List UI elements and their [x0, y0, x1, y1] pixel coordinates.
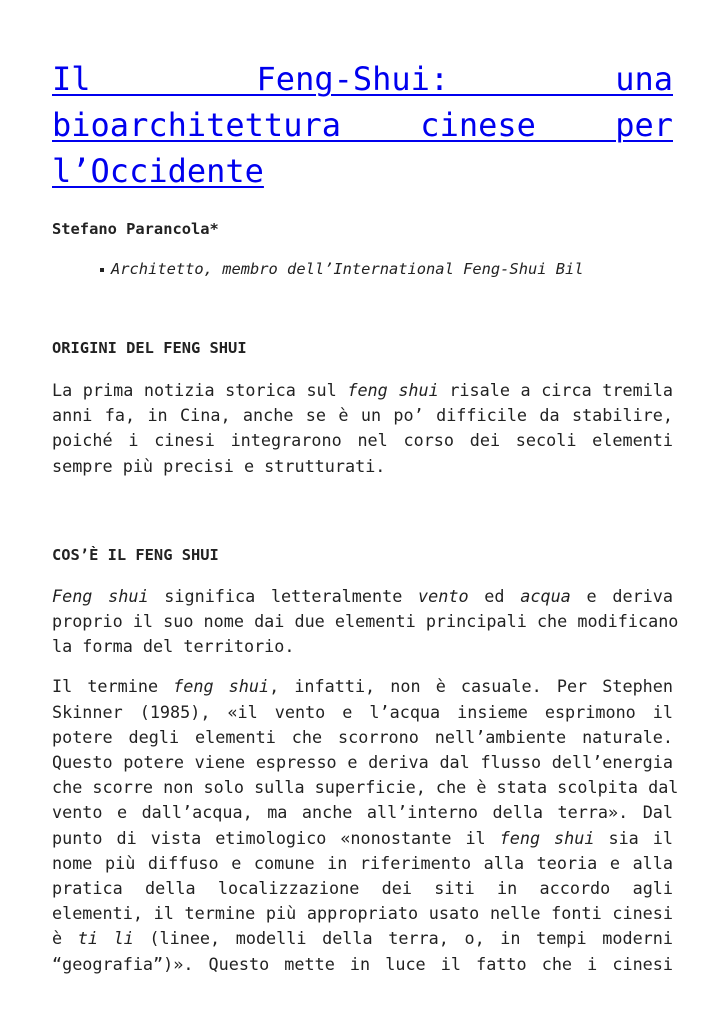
article	[52, 56, 679, 977]
section-heading-origins: ORIGINI DEL FENG SHUI	[52, 339, 247, 357]
text-line: punto di vista etimologico «nonostante il feng shui sia il	[52, 827, 673, 848]
italic-term: ti li	[77, 928, 134, 949]
text-line: poiché i cinesi integrarono nel corso dei secoli elementi	[52, 430, 673, 451]
article-title	[52, 56, 673, 194]
italic-term: acqua	[520, 585, 571, 606]
text-line: nome più diffuso e comune in riferimento alla teoria e alla	[52, 852, 673, 873]
italic-term: Feng shui	[52, 585, 149, 606]
italic-term: feng shui	[347, 380, 439, 400]
paragraph-meaning	[52, 584, 679, 660]
text-line: Feng shui significa letteralmente vento ed acqua e deriva	[52, 585, 673, 606]
affiliation-list	[52, 258, 673, 280]
author-name: Stefano Parancola*	[52, 220, 219, 238]
text-line: anni fa, in Cina, anche se è un po’ difficile da stabilire,	[52, 405, 673, 426]
text-line: è ti li (linee, modelli della terra, o, in tempi moderni	[52, 928, 673, 949]
text-line: vento e dall’acqua, ma anche all’interno della terra». Dal	[52, 802, 673, 823]
text-line: pratica della localizzazione dei siti in accordo agli	[52, 878, 673, 899]
text-line: Questo potere viene espresso e deriva dal flusso dell’energia	[52, 752, 673, 773]
italic-term: feng shui	[173, 676, 270, 697]
paragraph-origins	[52, 378, 673, 479]
text-line: sempre più precisi e strutturati.	[52, 455, 386, 476]
italic-term: vento	[418, 585, 469, 606]
italic-term: feng shui	[499, 827, 595, 848]
affiliation-text: Architetto, membro dell’International Feng-Shui Bil	[111, 260, 584, 278]
text-line: proprio il suo nome dai due elementi principali che modificano	[52, 611, 679, 632]
text-line: elementi, il termine più appropriato usato nelle fonti cinesi	[52, 903, 673, 924]
bullet-icon	[100, 268, 104, 272]
article-title-link[interactable]: Il Feng-Shui: una bioarchitettura cinese per l’Occidente	[52, 60, 673, 190]
text-line: Skinner (1985), «il vento e l’acqua insieme esprimono il	[52, 701, 673, 722]
text-line: Il termine feng shui, infatti, non è casuale. Per Stephen	[52, 676, 673, 697]
text-line: potere degli elementi che scorrono nell’ambiente naturale.	[52, 726, 673, 747]
text-line: “geografia”)». Questo mette in luce il fatto che i cinesi	[52, 953, 673, 974]
affiliation-item	[100, 258, 673, 280]
text-line: che scorre non solo sulla superficie, che è stata scolpita dal	[52, 777, 679, 798]
text-line: La prima notizia storica sul feng shui risale a circa tremila	[52, 380, 673, 400]
text-line: la forma del territorio.	[52, 636, 295, 657]
section-heading-what: COS’È IL FENG SHUI	[52, 545, 219, 564]
paragraph-term	[52, 674, 679, 976]
